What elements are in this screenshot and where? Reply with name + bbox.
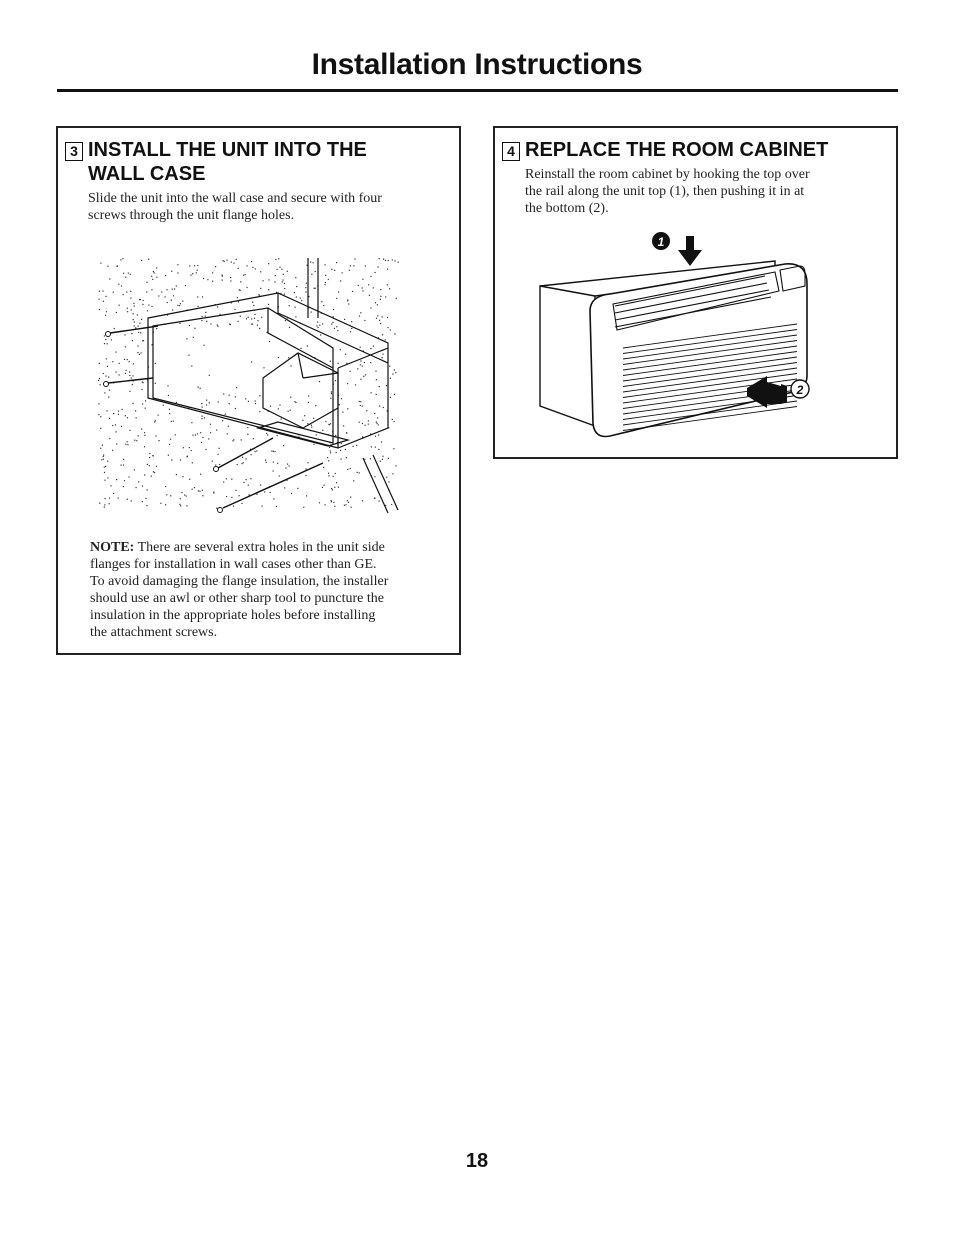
wall-case-installation-illustration <box>98 258 408 518</box>
wall-case-outline <box>148 258 398 513</box>
step-3-note-line-1 <box>90 539 385 556</box>
page-number: 18 <box>465 1150 489 1172</box>
note-label: NOTE: <box>90 540 135 555</box>
title-rule <box>57 89 898 92</box>
room-cabinet-illustration <box>535 236 865 446</box>
step-3-title-line-1: INSTALL THE UNIT INTO THE <box>88 139 367 161</box>
step-4-body-line-3: the bottom (2). <box>525 201 609 216</box>
step-4-body-line-1: Reinstall the room cabinet by hooking the top over <box>525 167 810 182</box>
step-3-number: 3 <box>65 142 83 161</box>
page-title: Installation Instructions <box>311 48 643 81</box>
step-4-panel <box>493 126 898 459</box>
step-3-note-line-2: flanges for installation in wall cases other than GE. <box>90 557 377 572</box>
callout-2-label: 2 <box>796 383 804 397</box>
screw-heads <box>104 332 223 513</box>
step-3-note-line-5: insulation in the appropriate holes before installing <box>90 608 376 623</box>
step-4-number: 4 <box>502 142 520 161</box>
step-3-body-line-1: Slide the unit into the wall case and secure with four <box>88 191 382 206</box>
step-4-title: REPLACE THE ROOM CABINET <box>525 139 829 161</box>
step-3-note-line-4: should use an awl or other sharp tool to puncture the <box>90 591 384 606</box>
callout-2-badge <box>791 380 809 398</box>
step-3-panel <box>56 126 461 655</box>
step-3-title-line-2: WALL CASE <box>88 163 206 185</box>
mounting-screws <box>108 326 323 508</box>
note-text-1: There are several extra holes in the unit side <box>134 540 385 555</box>
step-4-body-line-2: the rail along the unit top (1), then pushing it in at <box>525 184 805 199</box>
callout-1-label: 1 <box>657 235 665 249</box>
step-3-note-line-3: To avoid damaging the flange insulation, the installer <box>90 574 389 589</box>
step-3-note-line-6: the attachment screws. <box>90 625 218 640</box>
step-3-body-line-2: screws through the unit flange holes. <box>88 208 295 223</box>
wall-texture-speckle <box>98 258 399 509</box>
callout-1-badge <box>652 232 670 250</box>
arrow-1-down-icon <box>678 236 702 266</box>
